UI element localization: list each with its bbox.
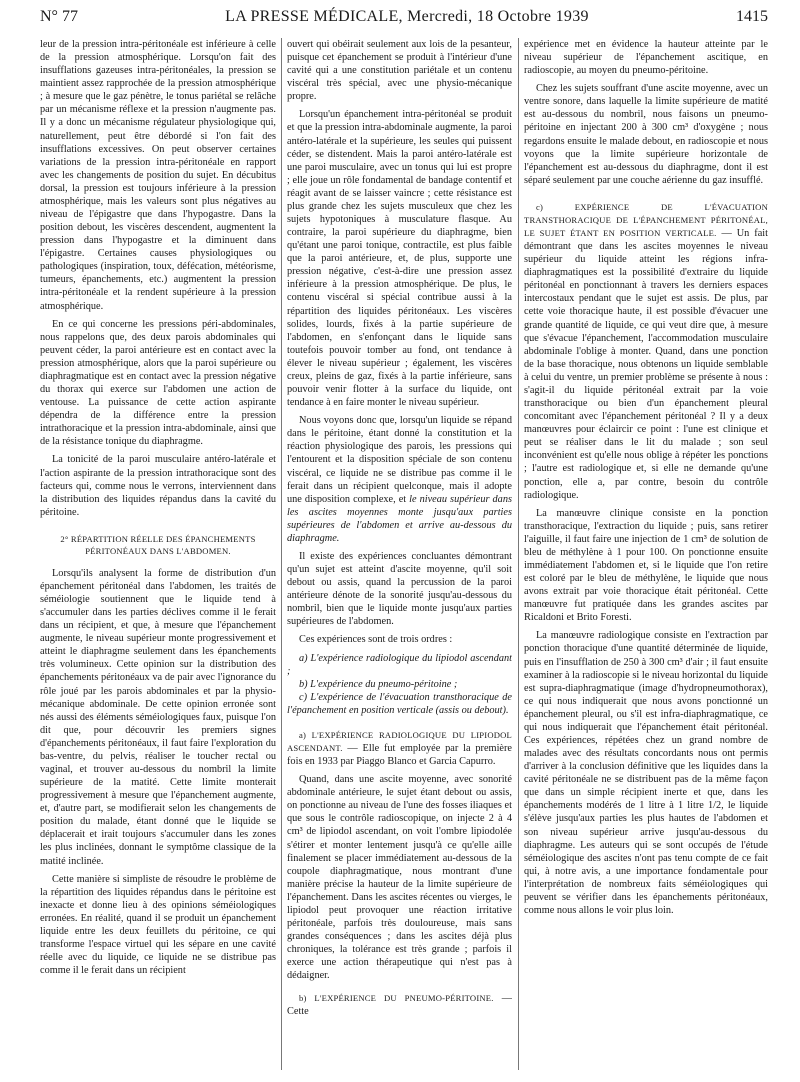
subsection-heading: a) L'EXPÉRIENCE RADIOLOGIQUE DU LIPIODOL ASCENDANT. xyxy=(287,729,512,753)
issue-number: N° 77 xyxy=(40,8,78,25)
column-rule-1 xyxy=(281,38,282,1070)
section-heading: 2° RÉPARTITION RÉELLE DES ÉPANCHEMENTS PÉRITONÉAUX DANS L'ABDOMEN. xyxy=(60,533,256,556)
paragraph-text: — Un fait démontrant que dans les ascites moyennes le niveau supérieur du liquide atteint les régions infra-diaphragmatiques est la possibilité d'extraire du liquide péritonéal en ponctionnant à travers les derniers espaces intercostaux pendant que le sujet est assis. De plus, par cette voie thoracique haute, il est possible d'évacuer une grande quantité de liquide, ce qui veut dire que, à mesure que s'évacue l'épanchement, l'accommodation musculaire abdominale l'oblige à monter. Quand, dans une ponction de la base thoracique, nous obtenons un liquide semblable à celui du ventre, un premier problème se présente à nous : s'agit-il du liquide péritonéal extrait par la voie transthoracique ou bien d'un épanchement pleural concomitant avec l'épanchement péritonéal ? Il y a deux manœuvres pour éclaircir ce point : l'une est clinique et peut se réaliser dans le lit du malade ; son seul inconvénient est qu'elle nous oblige à répéter les ponctions ; l'autre est radiologique et, si elle ne demande qu'une ponction, elle a, par contre, besoin du contrôle radiologique. xyxy=(524,228,768,501)
column-rule-2 xyxy=(518,38,519,1070)
paragraph-text: — Elle fut employée par la première fois en 1933 par Piaggo Blanco et Garcia Capurro. xyxy=(287,742,512,768)
paragraph: Cette manière si simpliste de résoudre le problème de la répartition des liquides répandus dans le péritoine est inexacte et donne lieu à des opinions séméiologiques erronées. En réalité, quand il se produit un épanchement liquide entre les deux feuillets du péritoine, ce qui transforme l'espace virtuel qui les sépare en une cavité réelle avec du liquide, ce liquide ne se distribue pas comme il le ferait dans un récipient xyxy=(40,873,276,977)
list-item-text: a) L'expérience radiologique du lipiodol ascendant ; xyxy=(287,652,512,677)
paragraph: Ces expériences sont de trois ordres : xyxy=(299,634,453,646)
journal-title: LA PRESSE MÉDICALE, Mercredi, 18 Octobre 1939 xyxy=(225,8,589,25)
paragraph-text: — Cette xyxy=(287,993,512,1018)
paragraph: Il existe des expériences concluantes démontrant qu'un sujet est atteint d'ascite moyenne, qu'il soit debout ou assis, quand la percussion de la paroi antérieure dénote de la sonorité jusqu'au-dessous du nombril, bien que le liquide monte jusqu'aux parties supérieures de l'abdomen. xyxy=(287,550,512,628)
paragraph: leur de la pression intra-péritonéale est inférieure à celle de la pression atmosphérique. Lorsqu'on fait des insufflations gazeuses intra-péritonéales, la pression se maintient assez rapprochée de la pression atmosphérique ; à mesure que le gaz pénètre, le tonus pariétal se relâche par un mécanisme réflexe et la pression n'augmente pas. Il y a donc un mécanisme régulateur physiologique qui, naturellement, peut être débordé si l'on fait des insufflations excessives. On peut observer certaines variations de la pression intra-péritonéale en rapport avec les changements de position du sujet. En décubitus dorsal, la pression est toujours inférieure à la pression atmosphérique, mais les valeurs sont plus négatives au niveau de l'épigastre que dans l'hypogastre. Dans la position debout, les viscères descendent, augmentent la pression dans l'hypogastre et la diminuent dans l'épigastre. Certaines causes physiologiques ou pathologiques (inspiration, toux, défécation, météorisme, tumeurs, épanchements, etc.) augmentent la pression intra-péritonéale et la rendent supérieure à la pression atmosphérique. xyxy=(40,39,276,312)
paragraph: La manœuvre radiologique consiste en l'extraction par ponction thoracique d'une quantité déterminée de liquide, puis en l'insufflation de 250 à 300 cm³ d'air ; il faut ensuite examiner à la radioscopie si le niveau horizontal du liquide est supra-diaphragmatique (image d'hydropneumothorax), ce qui nous indiquerait que nous avons ponctionné un épanchement pleural, ou s'il est infra-diaphragmatique, ce qui nous indiquerait que l'épanchement était péritonéal. Ces expériences, répétées chez un grand nombre de malades avec des résultats concordants nous ont permis d'arriver à la conclusion définitive que les liquides dans la cavité péritonéale ne se distribuent pas de la même façon que dans un simple récipient inerte et que, dans les épanchements modérés de 1 litre à 1 litre 1/2, le liquide s'élève jusqu'aux parties les plus hautes de l'abdomen et son niveau supérieur arrive jusqu'au-dessous du diaphragme. Les auteurs qui se sont occupés de l'étude séméiologique des ascites n'ont pas tenu compte de ce fait qui, à notre avis, a une importance fondamentale pour l'interprétation de nombreux faits séméiologiques qui peuvent se vérifier dans les épanchements péritonéaux, comme nous allons le voir plus loin. xyxy=(524,630,768,916)
list-item xyxy=(287,678,512,691)
paragraph: Chez les sujets souffrant d'une ascite moyenne, avec un ventre sonore, dans laquelle la limite supérieure de matité est au-dessous du nombril, nous faisons un pneumo-péritoine en injectant 200 à 300 cm³ d'oxygène ; nous regardons ensuite le malade debout, en radioscopie et nous voyons que la limite supérieure horizontale de l'épanchement est au-dessous du diaphragme, dont il est séparé seulement par une couche aérienne du gaz insufflé. xyxy=(524,83,768,186)
list-item xyxy=(287,652,512,678)
page-number: 1415 xyxy=(735,8,768,25)
paragraph: ouvert qui obéirait seulement aux lois de la pesanteur, puisque cet épanchement se produit à l'intérieur d'une cavité qui a une constitution pariétale et un contenu viscéral très spécial, avec une physio-mécanique propre. xyxy=(287,39,512,103)
column-1 xyxy=(40,38,276,1068)
emphasis-text: le niveau supérieur dans les ascites moyennes monte jusqu'aux parties supérieures de l'abdomen et arrive au-dessous du diaphragme. xyxy=(287,493,512,544)
list-item xyxy=(287,691,512,717)
subsection-heading: b) L'EXPÉRIENCE DU PNEUMO-PÉRITOINE. xyxy=(299,993,494,1004)
paragraph: En ce qui concerne les pressions péri-abdominales, nous rappelons que, des deux parois abdominales qui peuvent céder, la paroi antérieure est en contact avec la pression atmosphérique, alors que la paroi supérieure ou diaphragmatique est en contact avec la pression négative du thorax qui exerce sur l'abdomen une action de ventouse. La puissance de cette action aspirante dépendra de la différence entre la pression intrathoracique et la pression intra-abdominale, ainsi que de la résistance tonique du diaphragme. xyxy=(40,318,276,448)
paragraph: Lorsqu'ils analysent la forme de distribution d'un épanchement péritonéal dans l'abdomen, les traités de séméiologie soutiennent que le liquide tend à s'accumuler dans les parties déclives comme il le ferait dans un récipient, et que, à mesure que l'épanchement augmente, le niveau supérieur monte progressivement et atteint le diaphragme seulement dans les épanchements très volumineux. Cette opinion sur la distribution des épanchements péritonéaux va de pair avec l'ignorance du rôle joué par les parois abdominales et par la physio-mécanique abdominale. De cette opinion erronée sont nés aussi des éléments séméiologiques faux, puisque l'on dit que, pour découvrir les premiers signes d'épanchements péritonéaux, il faut faire l'exploration du bas-ventre, du pelvis, réaliser le toucher rectal ou vaginal, et trouver au-dessous du nombril la limite supérieure de la matité. Cette limite monterait progressivement à mesure que l'épanchement augmente, et, d'autre part, se modifierait selon les changements de position du malade, étant donné que le liquide se déplacerait et irait toujours s'accumuler dans les zones les plus inclinées, donnant le symptôme classique de la matité inclinée. xyxy=(40,567,276,867)
page-header xyxy=(40,8,768,34)
paragraph xyxy=(287,992,512,1018)
paragraph-text: Nous voyons donc que, lorsqu'un liquide se répand dans le péritoine, étant donné la constitution et la réaction physiologique des parois, les pressions qui l'entourent et la disposition spéciale de son contenu viscéral, ce liquide ne se distribue pas comme il le ferait dans un récipient quelconque, mais il adopte une disposition complexe, et xyxy=(287,415,512,505)
column-2 xyxy=(287,38,512,1068)
paragraph: La tonicité de la paroi musculaire antéro-latérale et l'action aspirante de la pression intrathoracique sont des facteurs qui, comme nous le verrons, interviennent dans la distribution des liquides répandus dans la cavité du péritoine. xyxy=(40,454,276,518)
paragraph xyxy=(287,414,512,545)
subsection-heading: c) EXPÉRIENCE DE L'ÉVACUATION TRANSTHORACIQUE DE L'ÉPANCHEMENT PÉRITONÉAL, LE SUJET ÉTANT EN POSITION VERTICALE. xyxy=(524,201,768,239)
paragraph: Lorsqu'un épanchement intra-péritonéal se produit et que la pression intra-abdominale augmente, la paroi antéro-latérale et la supérieure, les seules qui puissent céder, se distendent. Mais la paroi antéro-latérale est une paroi musculaire, avec un tonus qui lui est propre ; elle joue un rôle fondamental de bandage contentif et réagit avant de se laisser vaincre ; cette résistance est plus grande chez les sujets musculeux que chez les sujets hypotoniques à musculature flasque. Au contraire, la paroi supérieure du diaphragme, bien qu'étant une paroi tonique, contractile, est plus faible que la paroi antérieure, et, de plus, supporte une pression négative, c'est-à-dire une pression assez inférieure à la pression atmosphérique. De plus, le contenu viscéral si spécial contribue aussi à la répartition des liquides péritonéaux. Les viscères solides, lourds, fixés à la partie supérieure de l'abdomen, en s'enfonçant dans le liquide sans toutefois pouvoir tomber au fond, ont tendance à élever le niveau supérieur ; également, les viscères creux, pleins de gaz, fixés à la partie inférieure, sans pouvoir venir flotter à la surface du liquide, ont tendance à en faire monter le niveau supérieur. xyxy=(287,109,512,409)
list-item-text: c) L'expérience de l'évacuation transthoracique de l'épanchement en position verticale (assis ou debout). xyxy=(287,691,512,716)
paragraph xyxy=(287,729,512,768)
paragraph: Quand, dans une ascite moyenne, avec sonorité abdominale antérieure, le sujet étant debout ou assis, on ponctionne au niveau de l'une des fosses iliaques et que sous le contrôle radioscopique, on injecte 2 à 4 cm³ de lipiodol ascendant, on voit l'ombre lipiodolée s'étirer et monter lentement jusqu'à ce qu'elle aille finalement se placer immédiatement au-dessous de la coupole diaphragmatique, nous montrant d'une manière précise la hauteur de la limite supérieure de l'épanchement. Dans les ascites récentes ou vierges, le lipiodol peut provoquer une réaction irritative péritonéale, parfois très douloureuse, mais sans grandes conséquences ; dans les ascites déjà plus chroniques, la tolérance est très grande ; parfois il exerce une action thérapeutique qui n'est pas à dédaigner. xyxy=(287,774,512,982)
list-item-text: b) L'expérience du pneumo-péritoine ; xyxy=(299,678,458,690)
paragraph: expérience met en évidence la hauteur atteinte par le niveau supérieur de l'épanchement ascitique, en radioscopie, au moyen du pneumo-péritoine. xyxy=(524,39,768,77)
paragraph xyxy=(524,201,768,502)
column-3 xyxy=(524,38,768,1068)
paragraph: La manœuvre clinique consiste en la ponction transthoracique, l'extraction du liquide ; puis, sans retirer l'aiguille, il faut faire une injection de 1 cm³ de solution de bleu de méthylène à 1 pour 100. On ponctionne ensuite immédiatement l'abdomen et, si le liquide que l'on retire est coloré par le bleu de méthylène, le liquide que nous avons extrait par voie thoracique était péritonéal. Cette manœuvre fut pratiquée dans les grandes ascites par Ricaldoni et Brito Foresti. xyxy=(524,507,768,624)
